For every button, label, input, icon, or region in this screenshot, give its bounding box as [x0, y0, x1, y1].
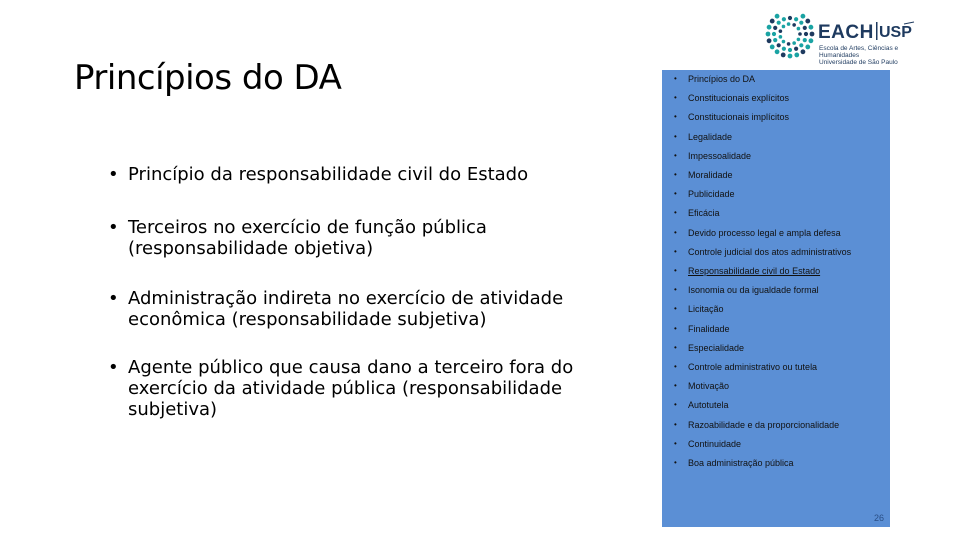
topic-label: Princípios do DA	[688, 74, 756, 84]
topic-label: Devido processo legal e ampla defesa	[688, 227, 841, 238]
topic-label: Razoabilidade e da proporcionalidade	[688, 419, 840, 430]
slide-title: Princípios do DA	[74, 58, 342, 98]
topic-label: Finalidade	[688, 323, 730, 334]
bullet-dot: •	[674, 208, 677, 218]
bullet-administracao-indireta	[108, 288, 563, 330]
bullet-line: • Terceiros no exercício de função pública	[128, 217, 487, 238]
bullet-dot: •	[674, 112, 677, 122]
topic-label: Publicidade	[688, 189, 735, 200]
topic-label: Impessoalidade	[688, 150, 752, 161]
topic-label: Constitucionais implícitos	[688, 112, 790, 123]
topic-label: Autotutela	[688, 400, 729, 411]
each-usp-logo	[764, 8, 940, 64]
bullet-dot: •	[674, 266, 677, 275]
topic-label: Boa administração pública	[688, 458, 794, 468]
each-logo-icon	[764, 8, 816, 60]
logo-each-text: EACH	[818, 22, 874, 43]
bullet-line: exercício da atividade pública (responsabilidade	[128, 378, 563, 399]
topic-label: Motivação	[688, 381, 730, 392]
topic-label: Controle administrativo ou tutela	[688, 362, 818, 372]
bullet-dot: •	[674, 74, 677, 83]
logo-subtitle	[819, 45, 940, 66]
bullet-line: econômica (responsabilidade subjetiva)	[128, 309, 487, 330]
topic-label: Controle judicial dos atos administrativos	[688, 246, 852, 257]
topic-link-responsabilidade[interactable]: Responsabilidade civil do Estado	[688, 266, 821, 276]
bullet-dot: •	[674, 304, 677, 314]
topic-label: Especialidade	[688, 342, 745, 353]
bullet-terceiros	[108, 217, 487, 259]
bullet-agente-publico	[108, 357, 573, 420]
topic-label: Licitação	[688, 304, 724, 315]
bullet-dot: •	[674, 458, 677, 467]
topic-label: Legalidade	[688, 131, 733, 142]
topic-label: Constitucionais explícitos	[688, 93, 790, 104]
bullet-line: • Agente público que causa dano a terceiro fora do	[128, 357, 574, 378]
bullet-dot: •	[674, 93, 677, 103]
topic-label: Continuidade	[688, 438, 742, 449]
bullet-dot: •	[674, 285, 677, 295]
bullet-line: (responsabilidade objetiva)	[128, 238, 374, 259]
logo-subtitle-line: Escola de Artes, Ciências e Humanidades	[819, 45, 899, 59]
bullet-dot: •	[674, 227, 677, 237]
topic-label: Eficácia	[688, 208, 720, 219]
logo-subtitle-line: Universidade de São Paulo	[819, 59, 898, 66]
logo-usp-text: USP	[879, 24, 912, 41]
usp-logo-icon	[876, 20, 916, 42]
bullet-dot: •	[674, 170, 677, 179]
bullet-responsabilidade-civil	[108, 164, 528, 185]
bullet-dot: •	[674, 400, 677, 410]
bullet-line: subjetiva)	[128, 399, 218, 420]
bullet-dot: •	[674, 438, 677, 448]
topics-panel	[662, 70, 890, 527]
topic-label: Moralidade	[688, 170, 733, 180]
bullet-dot: •	[674, 419, 677, 429]
bullet-dot: •	[674, 131, 677, 141]
bullet-dot: •	[674, 362, 677, 371]
page-number: 26	[873, 513, 884, 523]
bullet-line: • Administração indireta no exercício de atividade	[128, 288, 564, 309]
bullet-dot: •	[674, 189, 677, 199]
topic-label: Isonomia ou da igualdade formal	[688, 285, 819, 296]
bullet-dot: •	[674, 323, 677, 333]
bullet-line: • Princípio da responsabilidade civil do Estado	[128, 164, 529, 185]
bullet-dot: •	[674, 342, 677, 352]
bullet-dot: •	[674, 150, 677, 160]
bullet-dot: •	[674, 381, 677, 391]
bullet-dot: •	[674, 246, 677, 256]
